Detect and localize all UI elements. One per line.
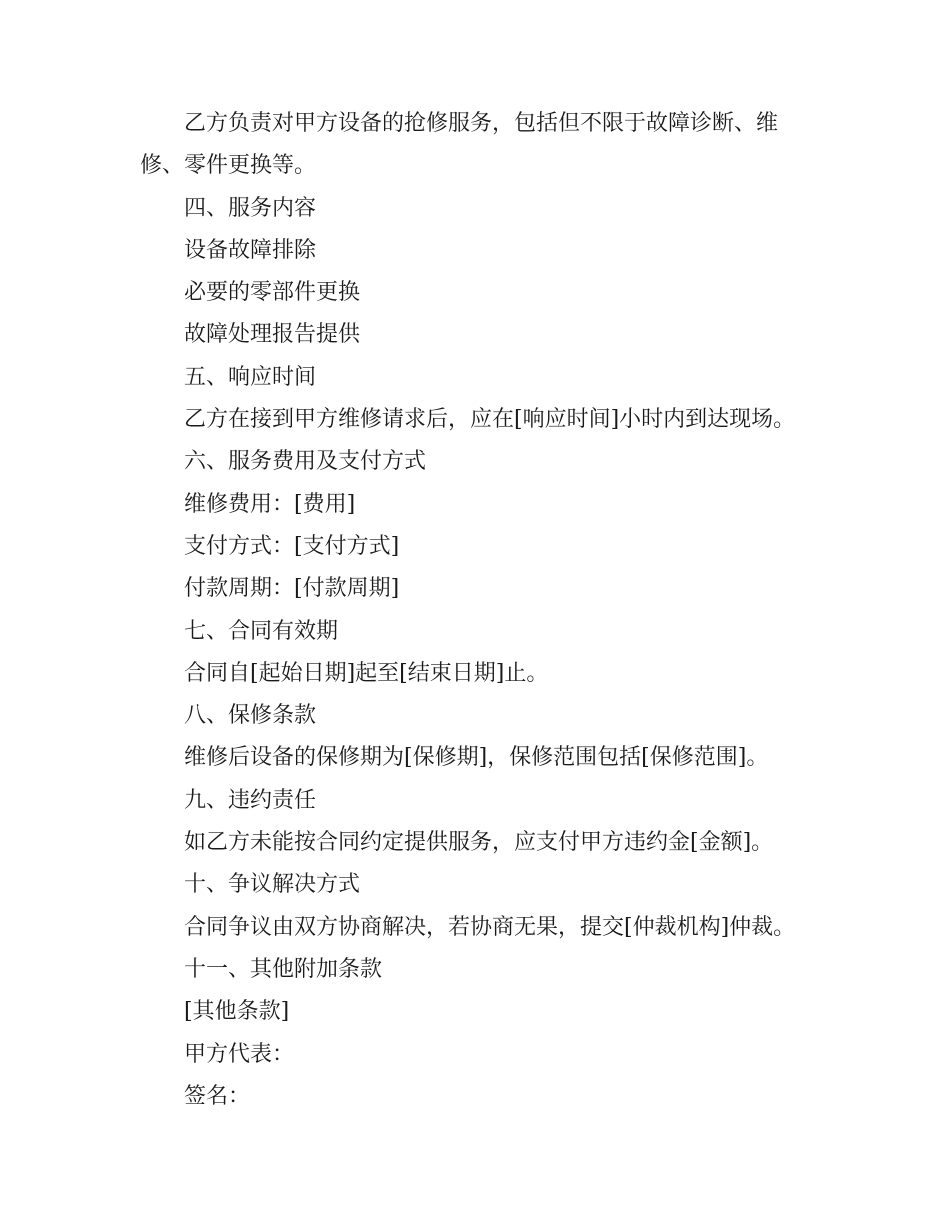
section-heading-warranty: 八、保修条款: [184, 703, 317, 729]
section-heading-dispute: 十、争议解决方式: [184, 872, 361, 898]
clause-other-terms: [其他条款]: [184, 999, 290, 1025]
section-heading-other-terms: 十一、其他附加条款: [184, 956, 383, 982]
clause-repair-scope: 乙方负责对甲方设备的抢修服务，包括但不限于故障诊断、维修、零件更换等。: [140, 111, 779, 179]
signature-label: 签名：: [184, 1083, 251, 1109]
section-heading-fees-payment: 六、服务费用及支付方式: [184, 449, 427, 475]
document-body: [140, 103, 800, 1118]
list-item: 故障处理报告提供: [184, 322, 361, 348]
section-heading-breach: 九、违约责任: [184, 787, 317, 813]
section-heading-service-content: 四、服务内容: [184, 195, 317, 221]
section-heading-contract-term: 七、合同有效期: [184, 618, 339, 644]
clause-response-time: 乙方在接到甲方维修请求后，应在[响应时间]小时内到达现场。: [184, 407, 796, 433]
list-item: 必要的零部件更换: [184, 280, 361, 306]
clause-warranty: 维修后设备的保修期为[保修期]，保修范围包括[保修范围]。: [184, 745, 769, 771]
party-a-representative-label: 甲方代表：: [184, 1041, 295, 1067]
clause-dispute: 合同争议由双方协商解决，若协商无果，提交[仲裁机构]仲裁。: [184, 914, 796, 940]
section-heading-response-time: 五、响应时间: [184, 364, 317, 390]
clause-contract-term: 合同自[起始日期]起至[结束日期]止。: [184, 660, 549, 686]
list-item: 设备故障排除: [184, 237, 317, 263]
clause-breach: 如乙方未能按合同约定提供服务，应支付甲方违约金[金额]。: [184, 830, 774, 856]
field-payment-method: 支付方式：[支付方式]: [184, 533, 400, 559]
field-repair-fee: 维修费用：[费用]: [184, 491, 356, 517]
field-payment-period: 付款周期：[付款周期]: [184, 576, 400, 602]
